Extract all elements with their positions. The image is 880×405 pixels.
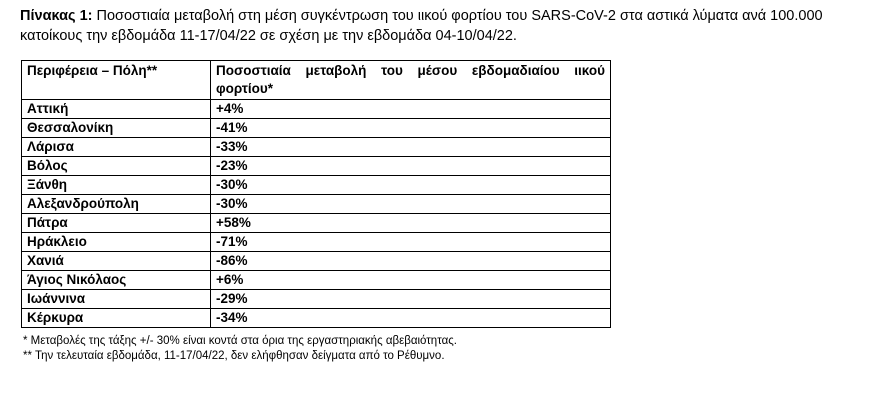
header-percent-change: Ποσοστιαία μεταβολή του μέσου εβδομαδιαίου ιικού φορτίου* — [211, 61, 611, 100]
table-row — [22, 309, 611, 328]
city-cell: Πάτρα — [22, 214, 211, 233]
change-cell: -41% — [211, 119, 611, 138]
table-row — [22, 119, 611, 138]
table-row — [22, 233, 611, 252]
table-row — [22, 271, 611, 290]
caption-label: Πίνακας 1: — [20, 8, 93, 24]
city-cell: Λάρισα — [22, 138, 211, 157]
change-cell: -34% — [211, 309, 611, 328]
change-cell: +4% — [211, 100, 611, 119]
table-row — [22, 157, 611, 176]
table-row — [22, 138, 611, 157]
footnote-missing-samples: ** Την τελευταία εβδομάδα, 11-17/04/22, δεν ελήφθησαν δείγματα από το Ρέθυμνο. — [23, 350, 445, 362]
change-cell: +6% — [211, 271, 611, 290]
city-cell: Κέρκυρα — [22, 309, 211, 328]
table-row — [22, 290, 611, 309]
table-body — [22, 100, 611, 328]
city-cell: Ιωάννινα — [22, 290, 211, 309]
table-row — [22, 214, 611, 233]
change-cell: -33% — [211, 138, 611, 157]
viral-load-table — [21, 60, 611, 328]
table-footnotes — [23, 334, 457, 364]
table-caption — [20, 6, 860, 46]
footnote-uncertainty: * Μεταβολές της τάξης +/- 30% είναι κοντά στα όρια της εργαστηριακής αβεβαιότητας. — [23, 335, 457, 347]
city-cell: Αλεξανδρούπολη — [22, 195, 211, 214]
city-cell: Αττική — [22, 100, 211, 119]
table-row — [22, 252, 611, 271]
city-cell: Ξάνθη — [22, 176, 211, 195]
caption-text: Ποσοστιαία μεταβολή στη μέση συγκέντρωση του ιικού φορτίου του SARS-CoV-2 στα αστικά λύματα ανά 100.000 κατοίκους την εβδομάδα 11-17/04/22 σε σχέση με την εβδομάδα 04-10/04/22. — [20, 8, 823, 44]
table-header-row — [22, 61, 611, 100]
city-cell: Θεσσαλονίκη — [22, 119, 211, 138]
change-cell: -23% — [211, 157, 611, 176]
city-cell: Χανιά — [22, 252, 211, 271]
city-cell: Βόλος — [22, 157, 211, 176]
city-cell: Ηράκλειο — [22, 233, 211, 252]
table-row — [22, 100, 611, 119]
change-cell: -30% — [211, 195, 611, 214]
change-cell: -71% — [211, 233, 611, 252]
city-cell: Άγιος Νικόλαος — [22, 271, 211, 290]
change-cell: +58% — [211, 214, 611, 233]
table-row — [22, 176, 611, 195]
change-cell: -86% — [211, 252, 611, 271]
change-cell: -29% — [211, 290, 611, 309]
header-region-city: Περιφέρεια – Πόλη** — [22, 61, 211, 100]
table-row — [22, 195, 611, 214]
change-cell: -30% — [211, 176, 611, 195]
